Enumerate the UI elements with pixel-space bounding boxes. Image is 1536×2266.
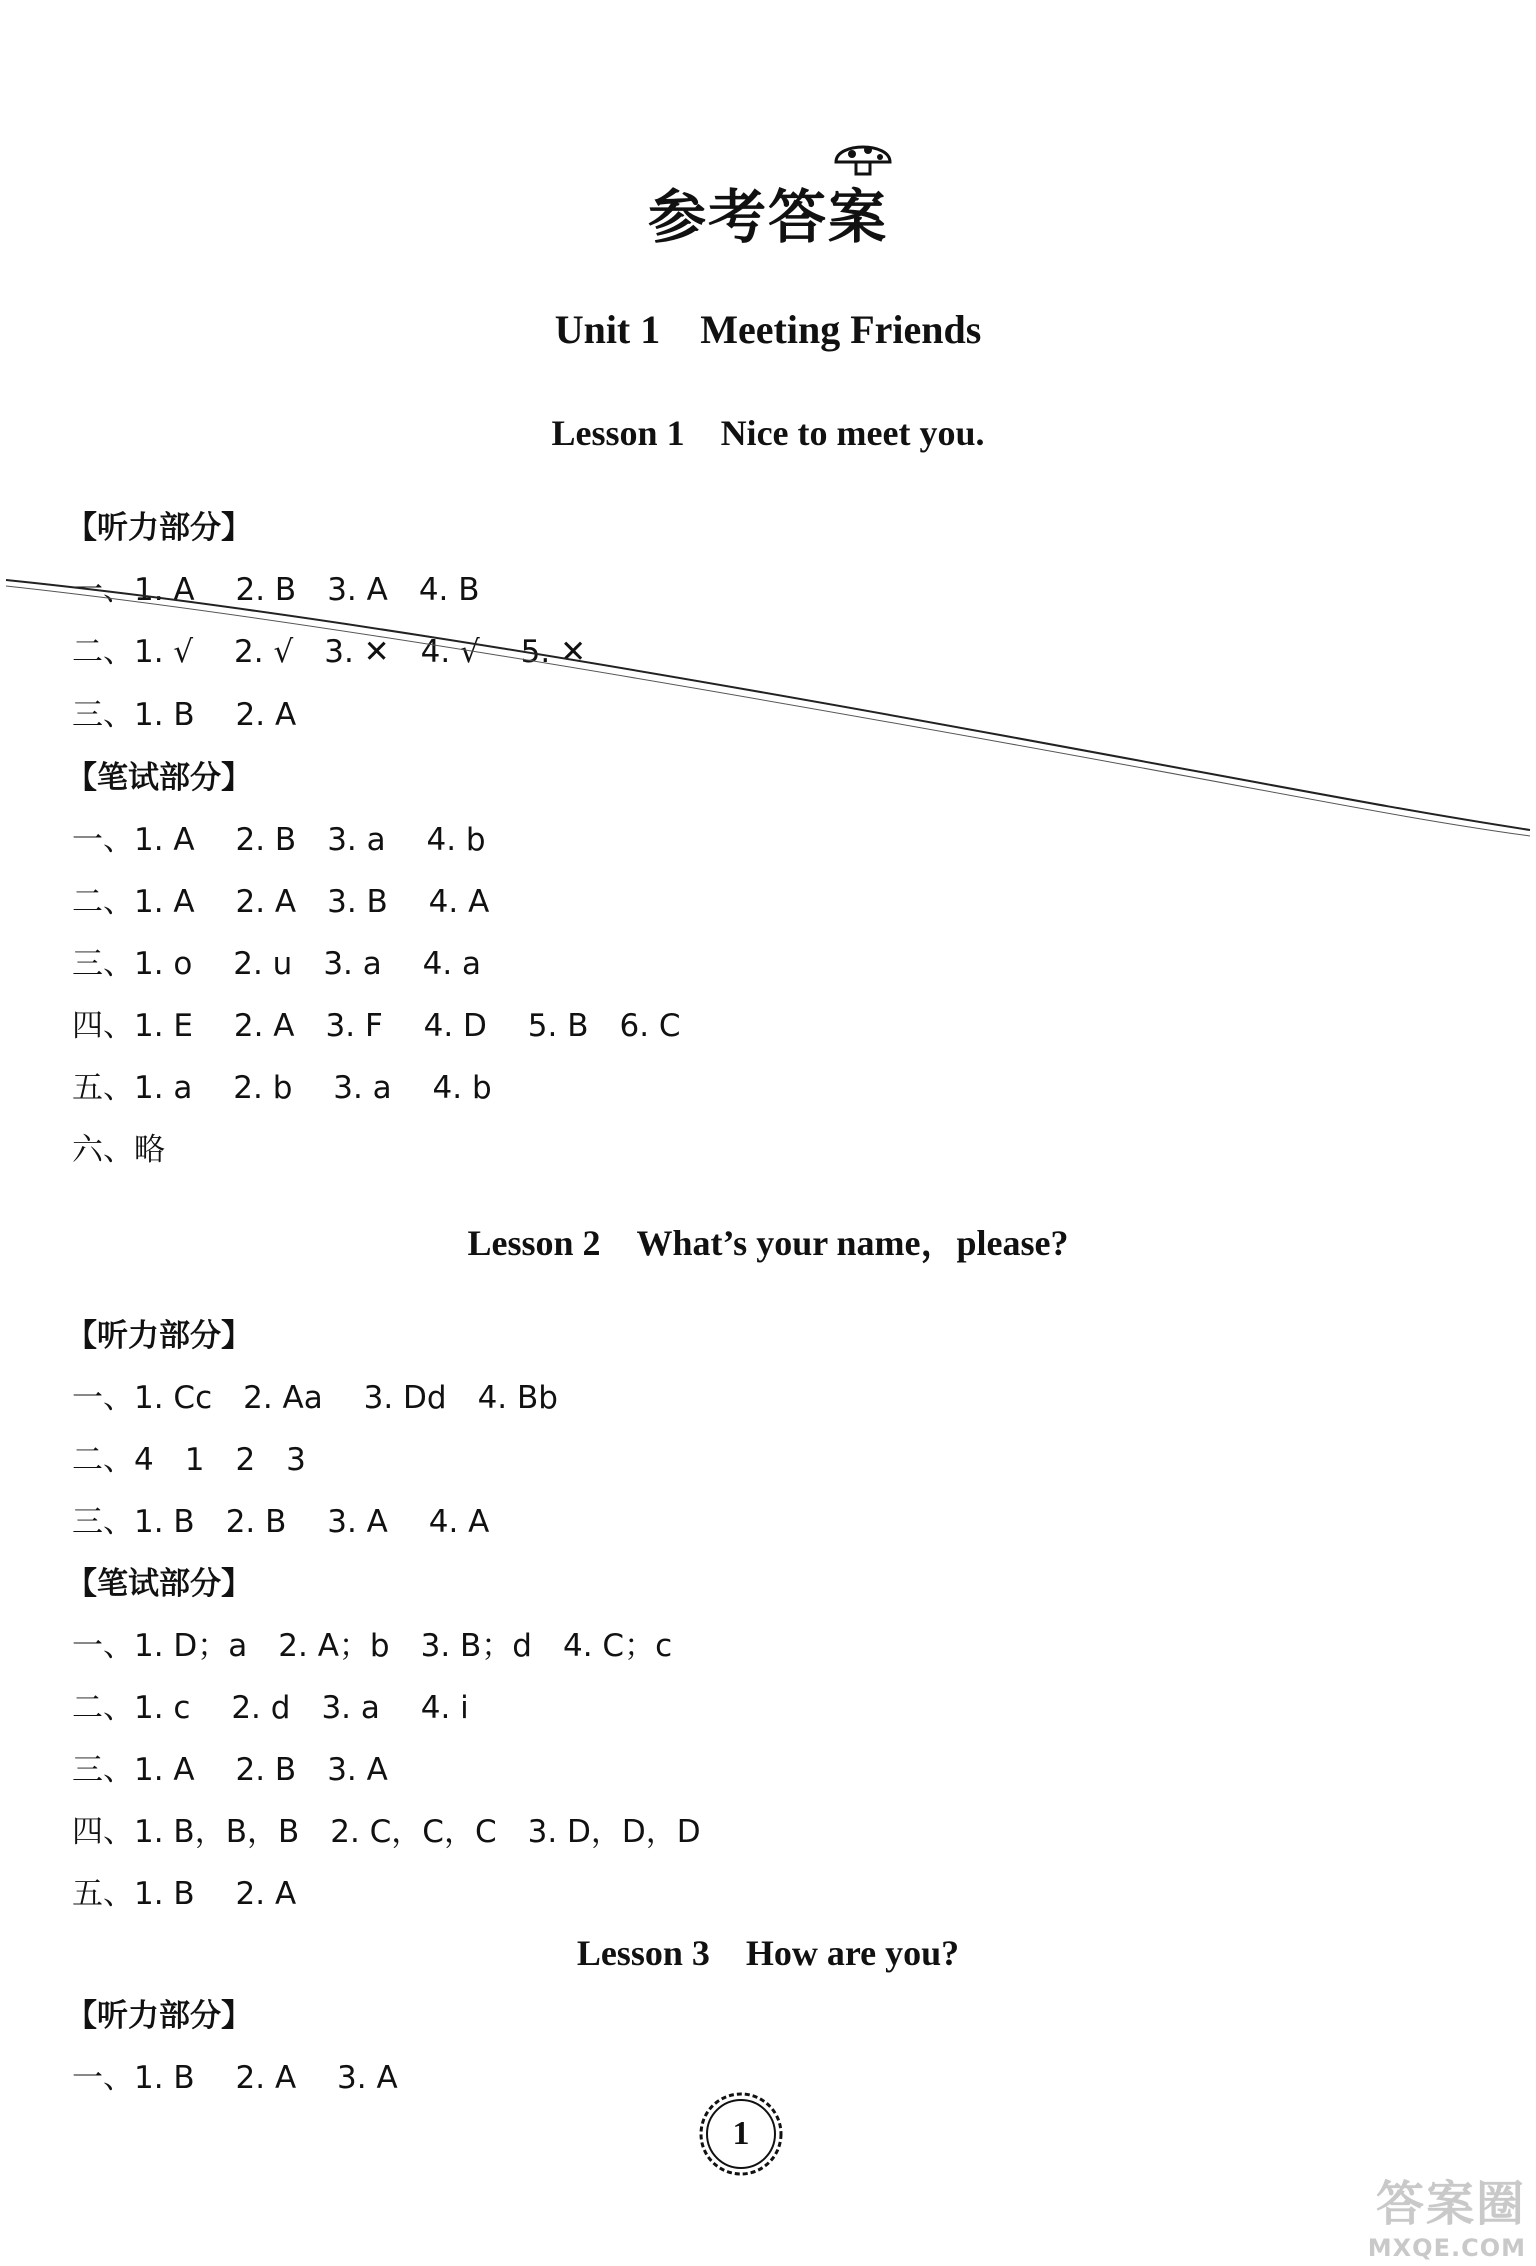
answer-line: 三、1. B 2. A [72, 697, 297, 733]
unit-heading: Unit 1 Meeting Friends [554, 307, 982, 352]
answer-line: 三、1. o 2. u 3. a 4. a [72, 946, 482, 982]
answer-line: 五、1. B 2. A [72, 1876, 297, 1912]
answer-line: 四、1. B，B，B 2. C，C，C 3. D，D，D [72, 1814, 701, 1850]
page-number-badge [693, 2086, 789, 2182]
listening-section-label: 【听力部分】 [66, 1998, 252, 2034]
answer-line: 一、1. A 2. B 3. A 4. B [72, 572, 480, 608]
answer-line: 一、1. A 2. B 3. a 4. b [72, 822, 486, 858]
answer-line: 二、4 1 2 3 [72, 1442, 306, 1478]
answer-line: 三、1. A 2. B 3. A [72, 1752, 388, 1788]
written-section-label: 【笔试部分】 [66, 1566, 252, 1602]
answer-line: 二、1. c 2. d 3. a 4. i [72, 1690, 469, 1726]
written-section-label: 【笔试部分】 [66, 760, 252, 796]
page-number: 1 [732, 2115, 750, 2152]
watermark-cn: 答案圈 [1375, 2176, 1526, 2232]
lesson-2-heading: Lesson 2 What’s your name，please? [467, 1223, 1069, 1263]
lesson-3-heading: Lesson 3 How are you? [576, 1933, 960, 1973]
page-title-text: 参考答案 [647, 183, 888, 251]
answer-line: 六、略 [72, 1132, 165, 1168]
answer-line: 一、1. Cc 2. Aa 3. Dd 4. Bb [72, 1380, 558, 1416]
lesson-1-heading: Lesson 1 Nice to meet you. [551, 413, 985, 453]
answer-line: 一、1. B 2. A 3. A [72, 2060, 398, 2096]
listening-section-label: 【听力部分】 [66, 510, 252, 546]
answer-line: 五、1. a 2. b 3. a 4. b [72, 1070, 492, 1106]
answer-line: 二、1. A 2. A 3. B 4. A [72, 884, 490, 920]
listening-section-label: 【听力部分】 [66, 1318, 252, 1354]
answer-line: 四、1. E 2. A 3. F 4. D 5. B 6. C [72, 1008, 681, 1044]
watermark [1368, 2165, 1526, 2262]
answer-line: 二、1. √ 2. √ 3. ✕ 4. √ 5. ✕ [72, 634, 587, 670]
answer-line: 三、1. B 2. B 3. A 4. A [72, 1504, 490, 1540]
answer-line: 一、1. D；a 2. A；b 3. B；d 4. C；c [72, 1628, 673, 1664]
watermark-url: MXQE.COM [1367, 2234, 1526, 2262]
